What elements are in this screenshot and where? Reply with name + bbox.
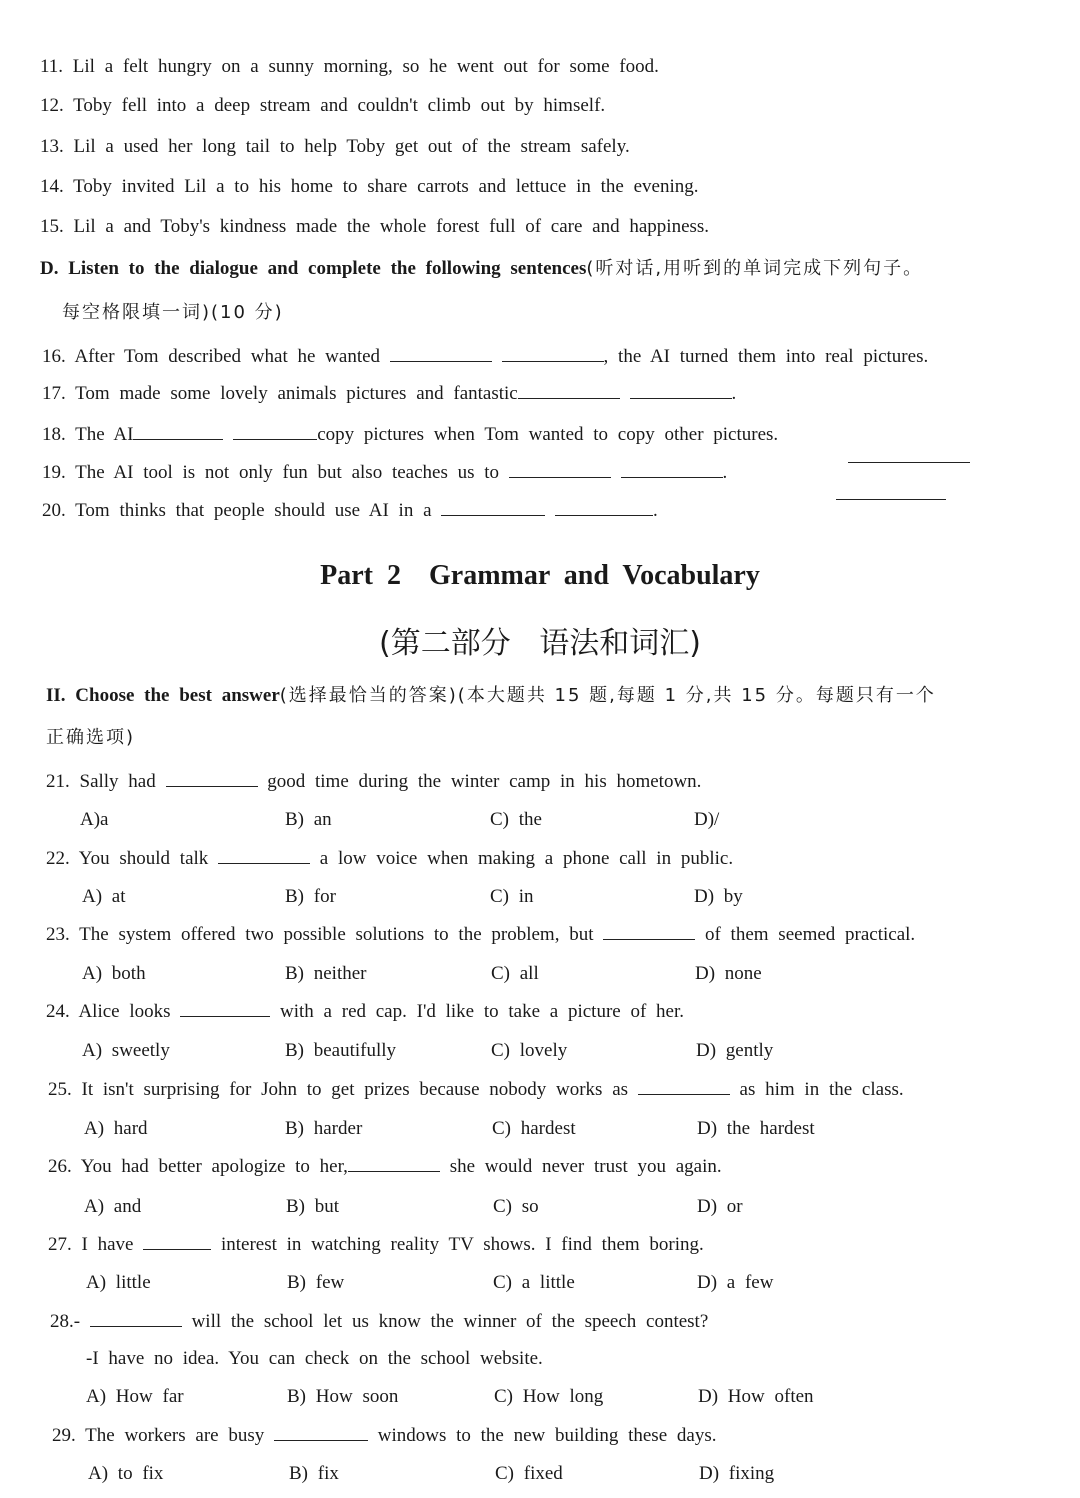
answer-blank[interactable] xyxy=(518,382,620,399)
answer-blank[interactable] xyxy=(133,423,223,440)
question-16-text-end: , the AI turned them into real pictures. xyxy=(603,346,929,367)
option-a[interactable]: A) sweetly xyxy=(82,1040,170,1061)
option-b[interactable]: B) beautifully xyxy=(285,1040,397,1061)
section-ii-heading-cn-2: 正确选项) xyxy=(46,727,136,748)
option-d[interactable]: D) the hardest xyxy=(697,1118,815,1139)
answer-blank[interactable] xyxy=(630,382,732,399)
question-stem-end: windows to the new building these days. xyxy=(377,1425,717,1446)
question-23 xyxy=(46,923,915,947)
question-stem: 29. The workers are busy xyxy=(52,1425,265,1446)
question-stem: 24. Alice looks xyxy=(46,1001,171,1022)
option-c[interactable]: C) the xyxy=(490,809,542,830)
option-c[interactable]: C) so xyxy=(493,1196,539,1217)
option-b[interactable]: B) neither xyxy=(285,963,367,984)
answer-blank[interactable] xyxy=(348,1155,440,1172)
question-17-text: 17. Tom made some lovely animals pictures and fantastic xyxy=(42,383,518,404)
question-29 xyxy=(52,1424,716,1448)
question-16 xyxy=(42,345,928,369)
question-22 xyxy=(46,847,733,871)
answer-blank[interactable] xyxy=(166,770,258,787)
question-17-text-end: . xyxy=(731,383,737,404)
option-a[interactable]: A) How far xyxy=(86,1386,184,1407)
question-stem-end: with a red cap. I'd like to take a picture of her. xyxy=(280,1001,685,1022)
option-d[interactable]: D) none xyxy=(695,963,762,984)
answer-blank[interactable] xyxy=(509,461,611,478)
answer-blank[interactable] xyxy=(621,461,723,478)
option-a[interactable]: A)a xyxy=(80,809,109,830)
question-27 xyxy=(48,1233,704,1257)
question-18-text-end: copy pictures when Tom wanted to copy other pictures. xyxy=(317,424,779,445)
option-a[interactable]: A) and xyxy=(84,1196,142,1217)
option-c[interactable]: C) How long xyxy=(494,1386,604,1407)
answer-blank[interactable] xyxy=(441,499,545,516)
section-d-heading-cn: (听对话,用听到的单词完成下列句子。 xyxy=(586,258,924,279)
answer-blank[interactable] xyxy=(390,345,492,362)
answer-blank[interactable] xyxy=(143,1233,211,1250)
answer-blank[interactable] xyxy=(555,499,653,516)
answer-blank[interactable] xyxy=(233,423,317,440)
option-b[interactable]: B) few xyxy=(287,1272,345,1293)
question-16-text: 16. After Tom described what he wanted xyxy=(42,346,381,367)
answer-blank[interactable] xyxy=(274,1424,368,1441)
answer-blank[interactable] xyxy=(502,345,604,362)
answer-blank[interactable] xyxy=(603,923,695,940)
stray-line xyxy=(836,499,946,500)
option-b[interactable]: B) harder xyxy=(285,1118,363,1139)
question-stem: 23. The system offered two possible solutions to the problem, but xyxy=(46,924,594,945)
question-18 xyxy=(42,423,778,447)
statement-11: 11. Lil a felt hungry on a sunny morning, so he went out for some food. xyxy=(40,56,659,77)
question-18-text: 18. The AI xyxy=(42,424,134,445)
question-19-text-end: . xyxy=(722,462,728,483)
question-stem: 27. I have xyxy=(48,1234,134,1255)
option-b[interactable]: B) an xyxy=(285,809,332,830)
option-d[interactable]: D) or xyxy=(697,1196,743,1217)
question-19 xyxy=(42,461,727,485)
option-a[interactable]: A) hard xyxy=(84,1118,148,1139)
question-stem-end: interest in watching reality TV shows. I find them boring. xyxy=(220,1234,704,1255)
stray-line xyxy=(848,462,970,463)
option-c[interactable]: C) hardest xyxy=(492,1118,576,1139)
option-d[interactable]: D) How often xyxy=(698,1386,814,1407)
question-20 xyxy=(42,499,658,523)
section-ii-heading xyxy=(46,684,936,708)
option-d[interactable]: D) a few xyxy=(697,1272,774,1293)
statement-15: 15. Lil a and Toby's kindness made the whole forest full of care and happiness. xyxy=(40,216,710,237)
section-ii-heading-en: II. Choose the best answer xyxy=(46,685,280,706)
answer-blank[interactable] xyxy=(638,1078,730,1095)
section-d-heading xyxy=(40,257,923,281)
question-stem-end: as him in the class. xyxy=(739,1079,904,1100)
option-d[interactable]: D) gently xyxy=(696,1040,774,1061)
question-stem: 21. Sally had xyxy=(46,771,156,792)
option-a[interactable]: A) to fix xyxy=(88,1463,164,1484)
question-stem: 28.- xyxy=(50,1311,81,1332)
part-2-subtitle: (第二部分 语法和词汇) xyxy=(378,626,702,661)
question-25 xyxy=(48,1078,904,1102)
question-stem-end: she would never trust you again. xyxy=(449,1156,722,1177)
answer-blank[interactable] xyxy=(218,847,310,864)
section-d-heading-en: D. Listen to the dialogue and complete the following sentences xyxy=(40,258,587,279)
section-ii-heading-cn: (选择最恰当的答案)(本大题共 15 题,每题 1 分,共 15 分。每题只有一个 xyxy=(279,685,936,706)
question-20-text-end: . xyxy=(653,500,658,521)
option-c[interactable]: C) all xyxy=(491,963,539,984)
option-b[interactable]: B) How soon xyxy=(287,1386,399,1407)
section-d-heading-cn-2: 每空格限填一词)(10 分) xyxy=(62,302,284,323)
question-stem-end: will the school let us know the winner of the speech contest? xyxy=(191,1311,709,1332)
answer-blank[interactable] xyxy=(90,1310,182,1327)
question-stem-end: good time during the winter camp in his hometown. xyxy=(267,771,702,792)
option-c[interactable]: C) a little xyxy=(493,1272,575,1293)
option-b[interactable]: B) for xyxy=(285,886,336,907)
question-stem: 26. You had better apologize to her, xyxy=(48,1156,348,1177)
question-28-reply: -I have no idea. You can check on the school website. xyxy=(86,1348,543,1369)
question-28 xyxy=(50,1310,708,1334)
question-26 xyxy=(48,1155,722,1179)
question-20-text: 20. Tom thinks that people should use AI in a xyxy=(42,500,432,521)
statement-14: 14. Toby invited Lil a to his home to share carrots and lettuce in the evening. xyxy=(40,176,699,197)
question-19-text: 19. The AI tool is not only fun but also teaches us to xyxy=(42,462,500,483)
option-c[interactable]: C) fixed xyxy=(495,1463,563,1484)
question-stem: 22. You should talk xyxy=(46,848,209,869)
question-stem-end: a low voice when making a phone call in public. xyxy=(319,848,734,869)
question-stem: 25. It isn't surprising for John to get prizes because nobody works as xyxy=(48,1079,629,1100)
option-c[interactable]: C) in xyxy=(490,886,534,907)
option-b[interactable]: B) fix xyxy=(289,1463,339,1484)
option-d[interactable]: D)/ xyxy=(694,809,720,830)
question-17 xyxy=(42,382,736,406)
option-d[interactable]: D) fixing xyxy=(699,1463,775,1484)
question-21 xyxy=(46,770,701,794)
question-stem-end: of them seemed practical. xyxy=(704,924,916,945)
statement-13: 13. Lil a used her long tail to help Toby get out of the stream safely. xyxy=(40,136,630,157)
option-a[interactable]: A) at xyxy=(82,886,126,907)
answer-blank[interactable] xyxy=(180,1000,270,1017)
option-c[interactable]: C) lovely xyxy=(491,1040,568,1061)
option-b[interactable]: B) but xyxy=(286,1196,340,1217)
option-d[interactable]: D) by xyxy=(694,886,743,907)
statement-12: 12. Toby fell into a deep stream and couldn't climb out by himself. xyxy=(40,95,606,116)
option-a[interactable]: A) both xyxy=(82,963,146,984)
part-2-title: Part 2 Grammar and Vocabulary xyxy=(320,560,760,591)
option-a[interactable]: A) little xyxy=(86,1272,151,1293)
question-24 xyxy=(46,1000,684,1024)
